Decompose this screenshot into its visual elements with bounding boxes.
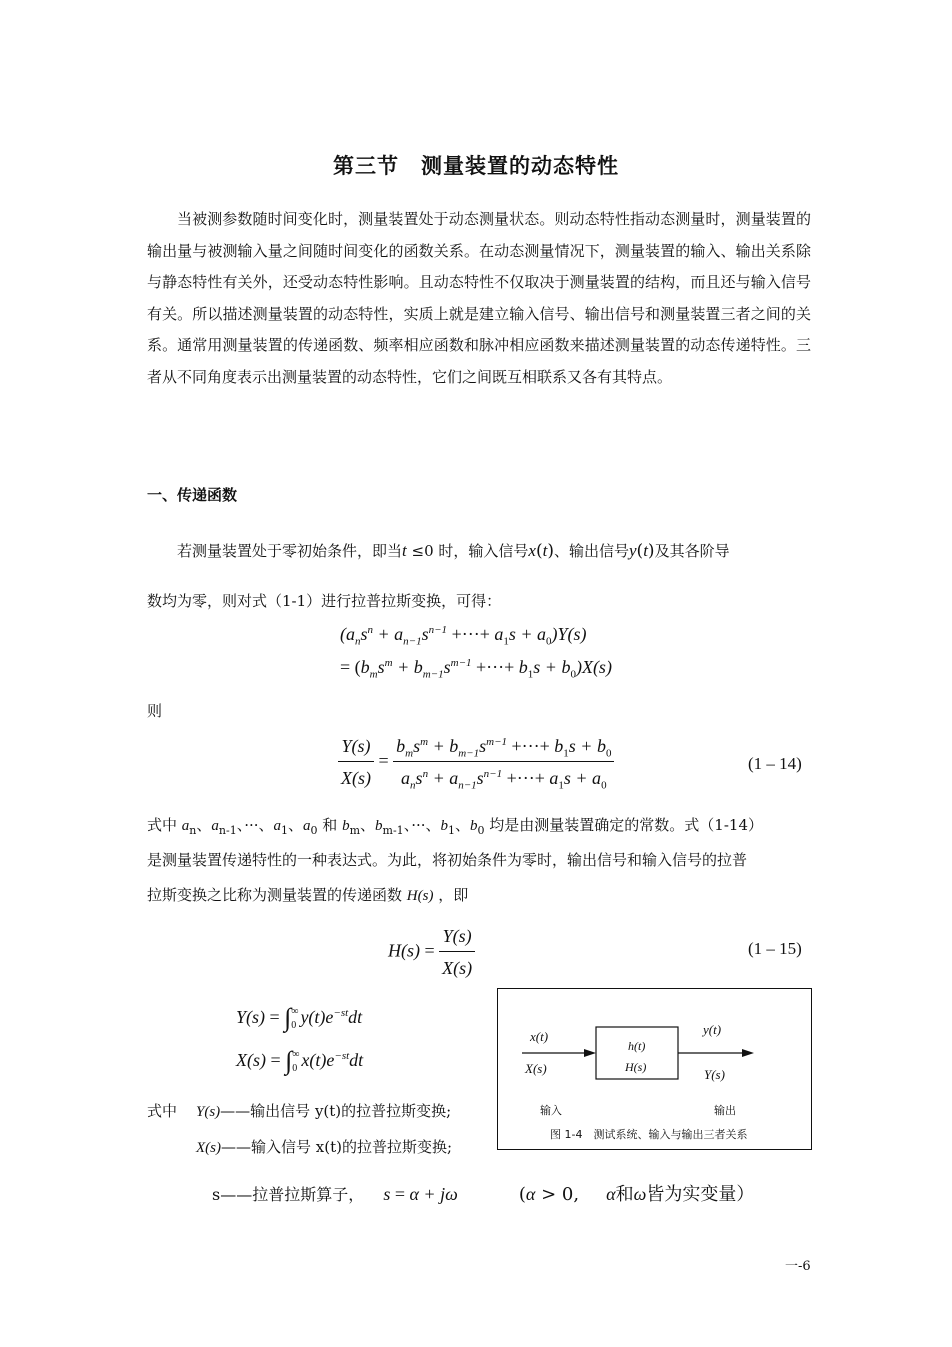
var-x-t: x <box>528 541 536 560</box>
figure-input-bottom: X(s) <box>525 1061 547 1076</box>
s-formula: s = α + jω <box>383 1184 458 1204</box>
var-t: t <box>402 541 407 560</box>
p2-text-b: ≤0 时，输入信号 <box>411 542 529 560</box>
s-condition: (α > 0, <box>518 1184 580 1205</box>
definition-y-text: ——输出信号 y(t)的拉普拉斯变换; <box>220 1102 452 1120</box>
figure-output-label: 输出 <box>714 1104 736 1117</box>
page-title: 第三节 测量装置的动态特性 <box>333 154 619 178</box>
figure-1-4 <box>497 988 812 1150</box>
p2-text-a: 若测量装置处于零初始条件，即当 <box>177 542 403 560</box>
paragraph-3-line-1: 式中 $a_n$、$a_{n-1}$、···、$a_1$、$a_0$ 和 $b_m$、$b_{m-1}$、···、$b_1$、$b_0$ 均是由测量装置确定的常数。式（1-14） <box>147 816 763 837</box>
p2-text-d: 及其各阶导 <box>654 542 730 560</box>
equation-number-1-15: (1 – 15) <box>748 939 802 958</box>
equation-laplace-line-1: ($a_ns^n + a_{n-1}s^{n-1}$ +···+ $a_1s + a_0)Y(s)$ <box>340 624 587 648</box>
definition-y: Y(s)——输出信号 y(t)的拉普拉斯变换; <box>196 1102 452 1120</box>
fraction-y-over-x: $\frac{Y(s)}{X(s)}$ <box>338 736 374 789</box>
fraction-h: $\frac{Y(s)}{X(s)}$ <box>439 926 475 979</box>
var-y-t-t: t <box>643 541 648 560</box>
equation-1-14: $\frac{Y(s)}{X(s)}$ = $\frac{b_ms^m + b_{m-1}s^{m-1} +\cdot\cdot\cdot+ b_1s + b_0}{a_ns^n + a_{n-1}s^{n-1} +\cdot\cdot\cdot+ a_1s + a_0}$ <box>338 736 614 789</box>
definition-x-text: ——输入信号 x(t)的拉普拉斯变换; <box>221 1138 453 1156</box>
p3-text-3a: 拉斯变换之比称为测量装置的传递函数 <box>147 886 403 904</box>
p2-text-c: 、输出信号 <box>553 542 629 560</box>
paragraph-2-line-1 <box>177 540 730 561</box>
equation-1-15: H(s) = $\frac{Y(s)}{X(s)}$ <box>388 926 475 979</box>
output-arrow-head <box>742 1049 754 1057</box>
var-y-t-open: ( <box>636 541 644 561</box>
section-heading: 一、传递函数 <box>147 486 238 504</box>
figure-input-label: 输入 <box>540 1104 562 1117</box>
var-x-t-t: t <box>542 541 548 560</box>
var-x-t-arg: ( <box>535 541 543 561</box>
var-y-t-close: ) <box>647 541 655 561</box>
figure-output-top: y(t) <box>703 1022 722 1037</box>
equation-laplace-line-2: = ($b_ms^m + b_{m-1}s^{m-1}$ +···+ $b_1s + b_0)X(s)$ <box>340 657 612 681</box>
equation-x-integral: X(s) = ∫ ∞ 0 $x(t)e^{-st}dt$ <box>236 1046 364 1075</box>
fraction-b-over-a: $\frac{b_ms^m + b_{m-1}s^{m-1} +\cdot\cdot\cdot+ b_1s + b_0}{a_ns^n + a_{n-1}s^{n-1} +\cdot\cdot\cdot+ a_1s + a_0}$ <box>393 736 614 789</box>
equation-number-1-14: (1 – 14) <box>748 754 802 773</box>
definition-s-text: s——拉普拉斯算子， <box>212 1185 365 1204</box>
input-arrow-head <box>584 1049 596 1057</box>
coef-an: a <box>181 818 190 834</box>
figure-output-bottom: Y(s) <box>704 1067 725 1082</box>
s-note: α和ω皆为实变量） <box>606 1184 755 1205</box>
p3-text-3c: ，即 <box>438 886 469 904</box>
definition-s <box>212 1180 754 1206</box>
definition-x: X(s)——输入信号 x(t)的拉普拉斯变换; <box>196 1138 453 1156</box>
figure-input-top: x(t) <box>530 1029 549 1044</box>
where-label: 式中 <box>147 1102 178 1120</box>
page-number: 一-6 <box>785 1259 811 1274</box>
var-y-t: y <box>629 541 637 560</box>
figure-block-top: h(t) <box>628 1039 646 1053</box>
paragraph-2-line-2: 数均为零，则对式（1-1）进行拉普拉斯变换，可得： <box>147 592 502 610</box>
equation-y-integral: Y(s) = ∫ ∞ 0 $y(t)e^{-st}dt$ <box>236 1003 363 1032</box>
then-label: 则 <box>147 702 163 720</box>
var-x-t-close: ) <box>547 541 554 561</box>
paragraph-3-line-2: 是测量装置传递特性的一种表达式。为此，将初始条件为零时，输出信号和输入信号的拉普 <box>147 851 748 869</box>
figure-block-bottom: H(s) <box>625 1060 647 1074</box>
p3-text-3b: H(s) <box>406 888 434 904</box>
figure-caption: 图 1-4 测试系统、输入与输出三者关系 <box>550 1128 748 1141</box>
intro-paragraph: 当被测参数随时间变化时，测量装置处于动态测量状态。则动态特性指动态测量时，测量装置的输出量与被测输入量之间随时间变化的函数关系。在动态测量情况下，测量装置的输入、输出关系除与静态特性有关外，还受动态特性影响。且动态特性不仅取决于测量装置的结构，而且还与输入信号有关。所以描述测量装置的动态特性，实质上就是建立输入信号、输出信号和测量装置三者之间的关系。通常用测量装置的传递函数、频率相应函数和脉冲相应函数来描述测量装置的动态传递特性。三者从不同角度表示出测量装置的动态特性，它们之间既互相联系又各有其特点。 <box>147 210 811 386</box>
paragraph-3-line-3 <box>147 884 468 905</box>
p3-text-1: 均是由测量装置确定的常数。式（1-14） <box>489 816 763 834</box>
